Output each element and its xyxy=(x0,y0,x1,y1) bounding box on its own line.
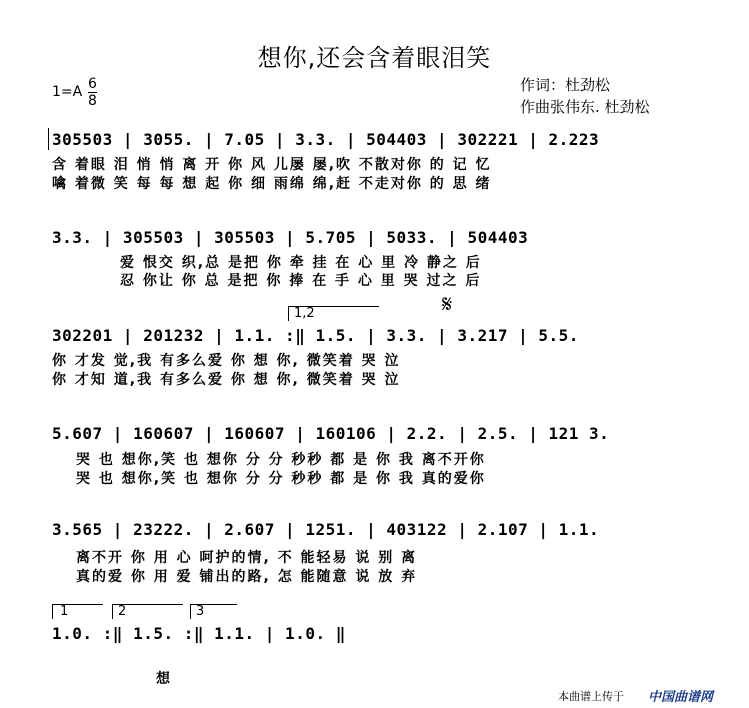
system-1-lyrics-verse2: 噙 着微 笑 每 每 想 起 你 细 雨绵 绵,赶 不走对你 的 思 绪 xyxy=(52,176,492,192)
lyricist-credit: 作词：杜劲松 xyxy=(520,76,611,94)
time-signature-bottom: 8 xyxy=(88,93,97,109)
system-3-lyrics-verse1: 你 才发 觉,我 有多么爱 你 想 你, 微笑着 哭 泣 xyxy=(52,353,401,369)
segno-sign: 𝄋 xyxy=(442,290,453,318)
system-4-lyrics-verse2: 哭 也 想你,笑 也 想你 分 分 秒秒 都 是 你 我 真的爱你 xyxy=(76,471,486,487)
system-5-lyrics-verse2: 真的爱 你 用 爱 铺出的路, 怎 能随意 说 放 弃 xyxy=(76,569,418,585)
volta-label-3: 3 xyxy=(196,604,205,619)
barline xyxy=(48,128,49,150)
volta-label-1: 1 xyxy=(60,604,69,619)
time-signature xyxy=(88,76,97,109)
composer-credit: 作曲张伟东. 杜劲松 xyxy=(520,98,650,116)
system-2-lyrics-verse2: 忍 你让 你 总 是把 你 捧 在 手 心 里 哭 过之 后 xyxy=(120,273,482,289)
page-title: 想你,还会含着眼泪笑 xyxy=(257,44,492,72)
upload-note: 本曲谱上传于 xyxy=(558,690,624,703)
system-3-notes: 302201 | 201232 | 1.1. :‖ 1.5. | 3.3. | 3.217 | 5.5. xyxy=(52,326,579,345)
system-6-lyrics-verse1: 想 xyxy=(156,671,172,687)
system-1-lyrics-verse1: 含 着眼 泪 悄 悄 离 开 你 风 儿屡 屡,吹 不散对你 的 记 忆 xyxy=(52,157,492,173)
volta-label-1-2: 1,2 xyxy=(294,306,315,321)
volta-label-2: 2 xyxy=(118,604,127,619)
system-6-notes: 1.0. :‖ 1.5. :‖ 1.1. | 1.0. ‖ xyxy=(52,624,346,643)
time-signature-top: 6 xyxy=(88,76,97,92)
key-signature: 1=A xyxy=(52,84,83,100)
system-2-lyrics-verse1: 爱 恨交 织,总 是把 你 牵 挂 在 心 里 冷 静之 后 xyxy=(120,255,482,271)
system-5-notes: 3.565 | 23222. | 2.607 | 1251. | 403122 | 2.107 | 1.1. xyxy=(52,520,600,539)
system-1-notes: 305503 | 3055. | 7.05 | 3.3. | 504403 | 302221 | 2.223 xyxy=(52,130,600,149)
system-3-lyrics-verse2: 你 才知 道,我 有多么爱 你 想 你, 微笑着 哭 泣 xyxy=(52,372,401,388)
system-4-lyrics-verse1: 哭 也 想你,笑 也 想你 分 分 秒秒 都 是 你 我 离不开你 xyxy=(76,452,486,468)
site-logo[interactable]: 中国曲谱网 xyxy=(648,690,714,705)
system-5-lyrics-verse1: 离不开 你 用 心 呵护的情, 不 能轻易 说 别 离 xyxy=(76,550,418,566)
system-4-notes: 5.607 | 160607 | 160607 | 160106 | 2.2. | 2.5. | 121 3. xyxy=(52,424,610,443)
system-2-notes: 3.3. | 305503 | 305503 | 5.705 | 5033. | 504403 xyxy=(52,228,529,247)
